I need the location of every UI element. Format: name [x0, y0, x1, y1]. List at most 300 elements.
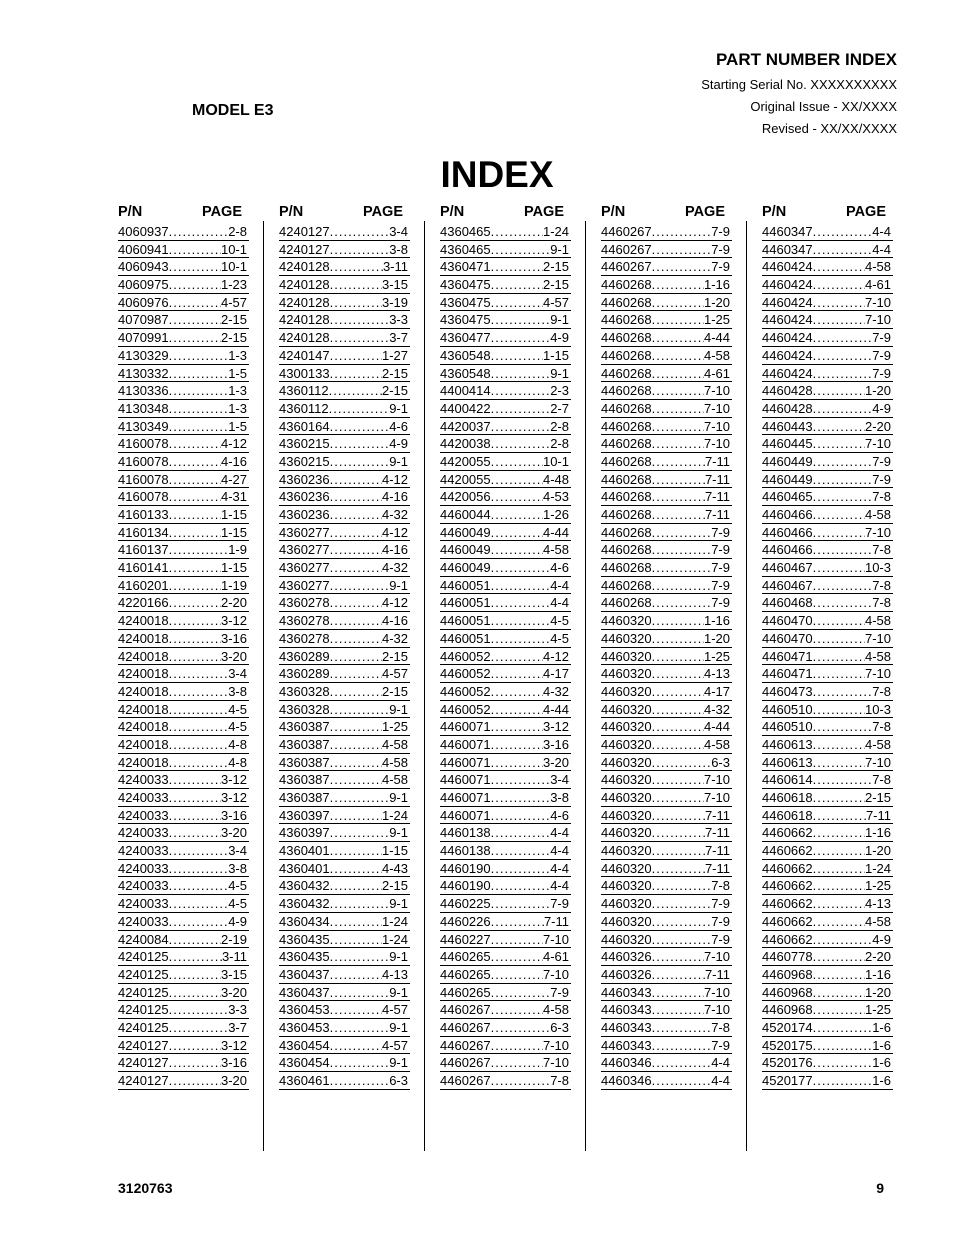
index-rows	[279, 223, 410, 1090]
dot-leader	[813, 824, 865, 841]
index-entry	[440, 488, 571, 506]
part-number: 4460320	[601, 754, 652, 770]
part-number: 4240128	[279, 259, 330, 275]
dot-leader	[330, 276, 382, 293]
page-ref: 1-16	[864, 966, 891, 982]
part-number: 4460443	[762, 418, 813, 434]
page-ref: 9-1	[389, 1055, 408, 1071]
index-entry	[279, 842, 410, 860]
page-ref: 4-58	[703, 736, 730, 752]
page-ref: 7-8	[872, 542, 891, 558]
part-number: 4520177	[762, 1073, 813, 1088]
index-entry	[762, 329, 893, 347]
dot-leader	[491, 559, 551, 576]
page-ref: 2-19	[220, 931, 247, 947]
page-ref: 7-10	[864, 294, 891, 310]
dot-leader	[491, 506, 543, 523]
dot-leader	[491, 895, 551, 912]
index-entry	[440, 789, 571, 807]
index-entry	[762, 435, 893, 453]
index-entry	[118, 1054, 249, 1072]
index-entry	[440, 294, 571, 312]
part-number: 4360277	[279, 524, 330, 540]
dot-leader	[813, 223, 873, 240]
page-ref: 4-9	[872, 931, 891, 947]
page-ref: 7-10	[864, 666, 891, 682]
index-entry	[440, 1019, 571, 1037]
dot-leader	[813, 488, 873, 505]
index-entry	[440, 241, 571, 259]
page-ref: 4-12	[542, 648, 569, 664]
part-number: 4240018	[118, 666, 169, 682]
part-number: 4460052	[440, 683, 491, 699]
index-entry	[118, 541, 249, 559]
index-entry	[279, 931, 410, 949]
dot-leader	[652, 877, 712, 894]
part-number: 4360548	[440, 347, 491, 363]
index-entry	[762, 1001, 893, 1019]
page-ref: 4-58	[381, 736, 408, 752]
part-number: 4060937	[118, 224, 169, 239]
page-ref: 7-10	[864, 436, 891, 452]
page-ref: 9-1	[389, 949, 408, 965]
page-ref: 1-19	[220, 577, 247, 593]
dot-leader	[491, 1037, 543, 1054]
index-entry	[762, 471, 893, 489]
part-number: 4360453	[279, 1019, 330, 1035]
index-entry	[440, 824, 571, 842]
page-ref: 4-32	[381, 630, 408, 646]
dot-leader	[813, 400, 873, 417]
part-number: 4460424	[762, 277, 813, 293]
index-entry	[440, 860, 571, 878]
index-entry	[440, 771, 571, 789]
part-number: 4460449	[762, 471, 813, 487]
part-number: 4460320	[601, 896, 652, 912]
index-entry	[762, 541, 893, 559]
page-ref: 3-12	[220, 1037, 247, 1053]
index-entry	[440, 665, 571, 683]
part-number: 4460138	[440, 843, 491, 859]
dot-leader	[169, 789, 221, 806]
dot-leader	[169, 842, 229, 859]
page-ref: 1-25	[864, 878, 891, 894]
page-ref: 7-9	[872, 471, 891, 487]
index-entry	[118, 1001, 249, 1019]
dot-leader	[652, 276, 704, 293]
part-number: 4070987	[118, 312, 169, 328]
part-number: 4360277	[279, 560, 330, 576]
page-ref: 3-16	[220, 1055, 247, 1071]
page-ref: 1-20	[703, 294, 730, 310]
page-ref: 3-11	[382, 259, 408, 275]
dot-leader	[813, 789, 865, 806]
page-ref: 2-15	[220, 312, 247, 328]
dot-leader	[491, 1054, 543, 1071]
index-entry	[279, 541, 410, 559]
dot-leader	[813, 1054, 873, 1071]
page-ref: 1-24	[542, 224, 569, 239]
part-number: 4460424	[762, 294, 813, 310]
index-entry	[762, 948, 893, 966]
dot-leader	[491, 594, 551, 611]
part-number: 4420055	[440, 453, 491, 469]
part-number: 4460320	[601, 825, 652, 841]
page-ref: 1-15	[220, 560, 247, 576]
page-ref: 7-9	[550, 984, 569, 1000]
page-ref: 4-5	[228, 896, 247, 912]
part-number: 4360401	[279, 843, 330, 859]
index-entry	[601, 365, 732, 383]
index-entry	[440, 984, 571, 1002]
page-ref: 6-3	[389, 1073, 408, 1088]
starting-serial: Starting Serial No. XXXXXXXXXX	[701, 77, 897, 92]
part-number: 4060941	[118, 241, 169, 257]
index-entry	[279, 683, 410, 701]
page-ref: 3-16	[542, 736, 569, 752]
part-number: 4520174	[762, 1019, 813, 1035]
index-entry	[601, 931, 732, 949]
page-ref: 4-58	[542, 1002, 569, 1018]
index-entry	[118, 506, 249, 524]
index-entry	[601, 223, 732, 241]
page-ref: 3-20	[542, 754, 569, 770]
index-entry	[762, 506, 893, 524]
page-ref: 3-12	[220, 772, 247, 788]
dot-leader	[491, 842, 551, 859]
index-entry	[440, 382, 571, 400]
dot-leader	[169, 1019, 229, 1036]
index-entry	[601, 842, 732, 860]
page-ref: 1-25	[864, 1002, 891, 1018]
part-number: 4460267	[440, 1019, 491, 1035]
page-ref: 3-20	[220, 1073, 247, 1088]
part-number: 4240033	[118, 772, 169, 788]
part-number: 4240033	[118, 860, 169, 876]
index-entry	[279, 258, 410, 276]
part-number: 4240125	[118, 984, 169, 1000]
index-entry	[118, 453, 249, 471]
part-number: 4460071	[440, 754, 491, 770]
part-number: 4360465	[440, 241, 491, 257]
index-entry	[279, 718, 410, 736]
dot-leader	[330, 1054, 390, 1071]
page-ref: 7-10	[864, 630, 891, 646]
index-entry	[279, 400, 410, 418]
dot-leader	[491, 453, 543, 470]
part-number: 4460968	[762, 984, 813, 1000]
part-number: 4460320	[601, 860, 652, 876]
part-number: 4360112	[279, 383, 329, 399]
part-number: 4420038	[440, 436, 491, 452]
part-number: 4240033	[118, 896, 169, 912]
index-entry	[601, 612, 732, 630]
page-ref: 10-1	[220, 259, 247, 275]
page-ref: 7-9	[711, 259, 730, 275]
dot-leader	[813, 258, 865, 275]
part-number: 4460320	[601, 772, 652, 788]
part-number: 4240128	[279, 330, 330, 346]
part-number: 4460052	[440, 701, 491, 717]
dot-leader	[652, 895, 712, 912]
dot-leader	[330, 913, 382, 930]
part-number: 4460343	[601, 1002, 652, 1018]
part-number: 4360435	[279, 931, 330, 947]
index-entry	[118, 913, 249, 931]
dot-leader	[652, 223, 712, 240]
page-ref: 4-58	[864, 259, 891, 275]
page-ref: 7-10	[703, 383, 730, 399]
part-number: 4240127	[279, 241, 330, 257]
index-entry	[279, 577, 410, 595]
dot-leader	[652, 418, 704, 435]
page-ref: 3-3	[389, 312, 408, 328]
page-ref: 9-1	[389, 790, 408, 805]
part-number: 4460071	[440, 790, 491, 805]
dot-leader	[330, 594, 382, 611]
index-entry	[440, 630, 571, 648]
page-ref: 4-32	[381, 560, 408, 576]
index-entry	[601, 471, 732, 489]
index-entry	[118, 948, 249, 966]
dot-leader	[813, 594, 873, 611]
dot-leader	[330, 824, 390, 841]
dot-leader	[330, 347, 382, 364]
part-number: 4240127	[118, 1073, 169, 1088]
index-entry	[279, 948, 410, 966]
part-number: 4360112	[279, 400, 329, 416]
part-number: 4460662	[762, 825, 813, 841]
dot-leader	[330, 683, 382, 700]
part-number: 4460267	[601, 241, 652, 257]
dot-leader	[169, 1054, 221, 1071]
column-header	[601, 203, 729, 222]
part-number: 4060943	[118, 259, 169, 275]
page-ref: 4-16	[220, 453, 247, 469]
part-number: 4460071	[440, 719, 491, 735]
page-ref: 9-1	[389, 984, 408, 1000]
part-number: 4360477	[440, 330, 491, 346]
dot-leader	[652, 966, 705, 983]
dot-leader	[330, 258, 383, 275]
dot-leader	[330, 665, 382, 682]
dot-leader	[169, 718, 229, 735]
page-ref: 4-58	[864, 736, 891, 752]
page-ref: 7-9	[711, 224, 730, 239]
page-ref: 10-1	[220, 241, 247, 257]
part-number: 4460470	[762, 613, 813, 629]
dot-leader	[330, 365, 382, 382]
dot-leader	[330, 418, 390, 435]
page-ref: 4-6	[550, 560, 569, 576]
page-ref: 1-16	[703, 277, 730, 293]
page-ref: 7-11	[704, 966, 730, 982]
dot-leader	[491, 931, 543, 948]
page-ref: 7-9	[711, 896, 730, 912]
dot-leader	[330, 577, 390, 594]
index-entry	[279, 365, 410, 383]
page-ref: 7-8	[872, 683, 891, 699]
pn-header: P/N	[440, 204, 465, 220]
index-entry	[118, 471, 249, 489]
index-entry	[601, 683, 732, 701]
index-entry	[118, 577, 249, 595]
dot-leader	[330, 471, 382, 488]
part-number: 4460968	[762, 966, 813, 982]
page-ref: 3-16	[220, 807, 247, 823]
column-header	[762, 203, 890, 222]
part-number: 4460662	[762, 931, 813, 947]
index-entry	[118, 683, 249, 701]
part-number: 4460267	[440, 1073, 491, 1088]
index-entry	[440, 931, 571, 949]
index-entry	[762, 824, 893, 842]
dot-leader	[330, 842, 382, 859]
page-ref: 4-4	[711, 1055, 730, 1071]
page-ref: 1-24	[381, 913, 408, 929]
dot-leader	[169, 771, 221, 788]
dot-leader	[330, 1072, 390, 1089]
dot-leader	[813, 435, 865, 452]
index-entry	[118, 276, 249, 294]
part-number: 4460268	[601, 542, 652, 558]
page-ref: 7-10	[703, 400, 730, 416]
part-number: 4360387	[279, 754, 330, 770]
dot-leader	[169, 577, 221, 594]
part-number: 4420055	[440, 471, 491, 487]
page-ref: 9-1	[389, 577, 408, 593]
dot-leader	[169, 435, 221, 452]
dot-leader	[330, 701, 390, 718]
index-entry	[279, 701, 410, 719]
column-divider	[746, 221, 747, 1151]
column-header	[118, 203, 246, 222]
part-number: 4460346	[601, 1055, 652, 1071]
page-ref: 7-9	[711, 560, 730, 576]
part-number: 4360236	[279, 489, 330, 505]
part-number: 4460662	[762, 896, 813, 912]
part-number: 4460052	[440, 666, 491, 682]
index-entry	[440, 311, 571, 329]
page-ref: 6-3	[711, 754, 730, 770]
index-entry	[118, 418, 249, 436]
page-number: 9	[876, 1180, 884, 1196]
pn-header: P/N	[762, 204, 787, 220]
page-ref: 1-3	[228, 347, 247, 363]
page-ref: 4-16	[381, 542, 408, 558]
index-entry	[601, 329, 732, 347]
index-rows	[601, 223, 732, 1090]
part-number: 4460226	[440, 913, 491, 929]
part-number: 4460268	[601, 418, 652, 434]
part-number: 4460051	[440, 613, 491, 629]
index-entry	[279, 665, 410, 683]
index-entry	[118, 648, 249, 666]
part-number: 4460320	[601, 790, 652, 805]
page-ref: 7-10	[542, 966, 569, 982]
index-column	[440, 203, 571, 1151]
page-ref: 7-10	[864, 754, 891, 770]
part-number: 4300133	[279, 365, 330, 381]
dot-leader	[652, 258, 712, 275]
part-number: 4460320	[601, 807, 652, 823]
dot-leader	[491, 648, 543, 665]
dot-leader	[330, 648, 382, 665]
part-number: 4400422	[440, 400, 491, 416]
page-ref: 1-25	[703, 648, 730, 664]
dot-leader	[330, 612, 382, 629]
page-ref: 10-3	[864, 560, 891, 576]
dot-leader	[491, 223, 543, 240]
dot-leader	[491, 754, 543, 771]
page-ref: 7-9	[711, 931, 730, 947]
page-ref: 4-5	[550, 630, 569, 646]
part-number: 4460320	[601, 878, 652, 894]
dot-leader	[169, 824, 221, 841]
index-entry	[279, 754, 410, 772]
dot-leader	[169, 223, 229, 240]
dot-leader	[169, 948, 222, 965]
page-ref: 4-53	[542, 489, 569, 505]
part-number: 4240018	[118, 719, 169, 735]
dot-leader	[169, 541, 229, 558]
index-entry	[762, 311, 893, 329]
page-ref: 7-11	[704, 860, 730, 876]
index-entry	[762, 1019, 893, 1037]
dot-leader	[652, 701, 704, 718]
part-number: 4060975	[118, 277, 169, 293]
page-ref: 4-58	[542, 542, 569, 558]
dot-leader	[491, 630, 551, 647]
part-number: 4460466	[762, 542, 813, 558]
page-ref: 3-16	[220, 630, 247, 646]
part-number: 4360278	[279, 630, 330, 646]
index-entry	[601, 347, 732, 365]
page-ref: 2-15	[381, 683, 408, 699]
page-ref: 7-11	[865, 807, 891, 823]
index-entry	[118, 701, 249, 719]
page-ref: 4-58	[381, 772, 408, 788]
part-number: 4460347	[762, 241, 813, 257]
dot-leader	[813, 948, 865, 965]
dot-leader	[813, 1001, 865, 1018]
page-ref: 7-8	[872, 719, 891, 735]
column-divider	[424, 221, 425, 1151]
index-entry	[279, 1019, 410, 1037]
pn-header: P/N	[279, 204, 304, 220]
dot-leader	[491, 701, 543, 718]
dot-leader	[330, 506, 382, 523]
part-number: 4460347	[762, 224, 813, 239]
part-number: 4160078	[118, 471, 169, 487]
page-ref: 3-4	[228, 666, 247, 682]
dot-leader	[652, 630, 704, 647]
dot-leader	[652, 1072, 712, 1089]
dot-leader	[491, 524, 543, 541]
page-header: PAGE	[201, 204, 242, 220]
page-ref: 2-20	[864, 949, 891, 965]
page-ref: 9-1	[550, 312, 569, 328]
dot-leader	[330, 435, 390, 452]
page-ref: 2-15	[220, 330, 247, 346]
page-ref: 1-25	[381, 719, 408, 735]
index-entry	[279, 913, 410, 931]
page-ref: 3-4	[550, 772, 569, 788]
part-number: 4160141	[118, 560, 169, 576]
index-entry	[440, 258, 571, 276]
dot-leader	[330, 877, 382, 894]
dot-leader	[813, 382, 865, 399]
